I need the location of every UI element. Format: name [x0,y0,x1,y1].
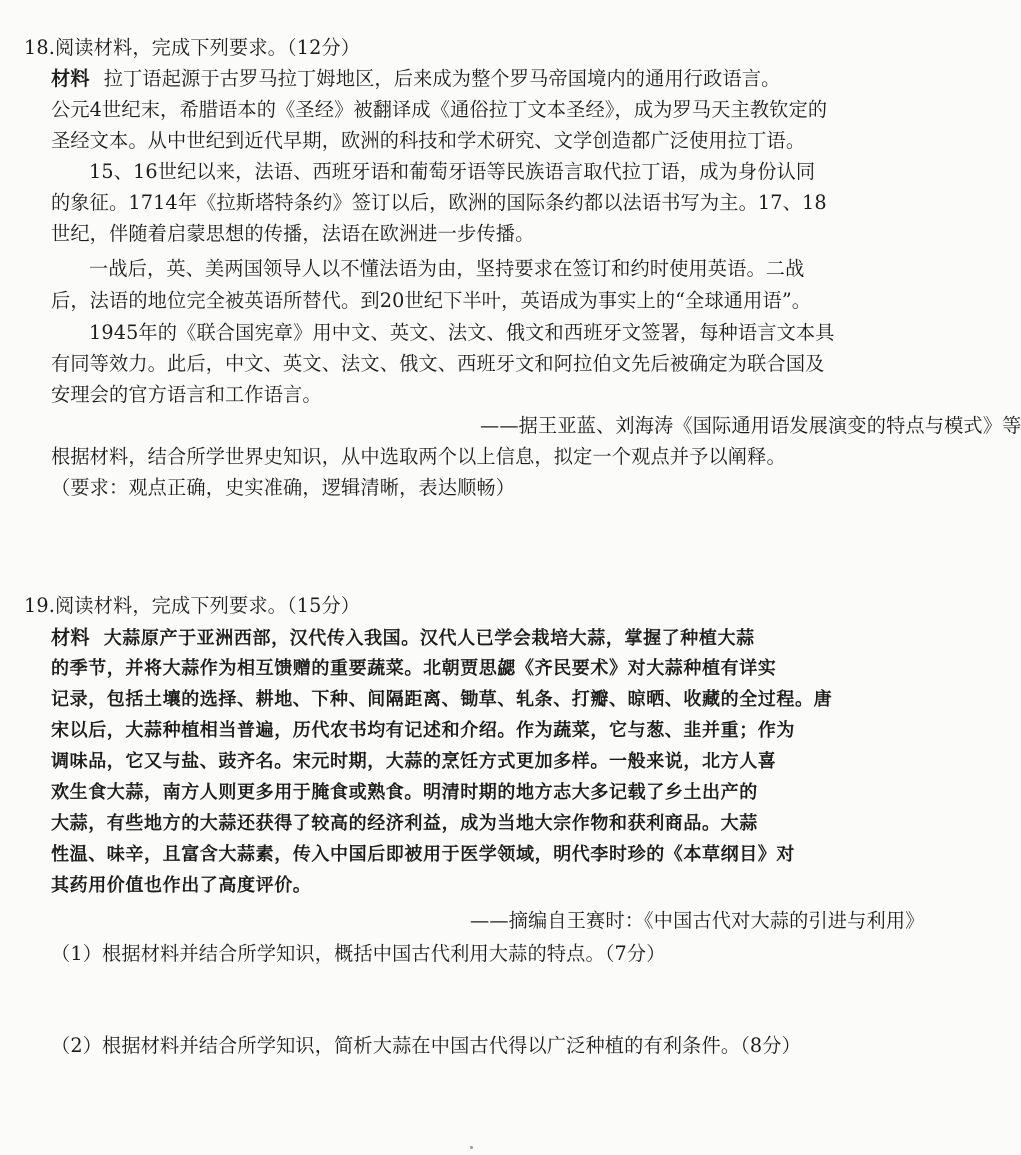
q19-line3: 记录，包括土壤的选择、耕地、下种、间隔距离、锄草、轧条、打瓣、晾晒、收藏的全过程。唐 [51,689,833,710]
q18-para3-line1: 一战后，英、美两国领导人以不懂法语为由，坚持要求在签订和约时使用英语。二战 [89,257,805,280]
q18-para1-line1: 材料 拉丁语起源于古罗马拉丁姆地区，后来成为整个罗马帝国境内的通用行政语言。 [51,67,781,90]
q18-para2-line2: 的象征。1714年《拉斯塔特条约》签订以后，欧洲的国际条约都以法语书写为主。17、18 [51,191,827,214]
q18-para4-line2: 有同等效力。此后，中文、英文、法文、俄文、西班牙文和阿拉伯文先后被确定为联合国及 [51,352,825,375]
q18-para4-line1: 1945年的《联合国宪章》用中文、英文、法文、俄文和西班牙文签署，每种语言文本具 [89,321,835,344]
q18-task-line1: 根据材料，结合所学世界史知识，从中选取两个以上信息，拟定一个观点并予以阐释。 [51,445,786,468]
q18-para2-line1: 15、16世纪以来，法语、西班牙语和葡萄牙语等民族语言取代拉丁语，成为身份认同 [89,160,816,183]
q18-para3-line2: 后，法语的地位完全被英语所替代。到20世纪下半叶，英语成为事实上的“全球通用语”。 [51,289,812,312]
q18-para1-line3: 圣经文本。从中世纪到近代早期，欧洲的科技和学术研究、文学创造都广泛使用拉丁语。 [51,129,806,152]
q19-subquestion-2: （2）根据材料并结合所学知识，简析大蒜在中国古代得以广泛种植的有利条件。（8分） [51,1034,801,1057]
q19-line2: 的季节，并将大蒜作为相互馈赠的重要蔬菜。北朝贾思勰《齐民要术》对大蒜种植有详实 [51,658,777,679]
q19-line7: 大蒜，有些地方的大蒜还获得了较高的经济利益，成为当地大宗作物和获利商品。大蒜 [51,813,758,834]
q19-source: ——摘编自王赛时：《中国古代对大蒜的引进与利用》 [470,909,925,932]
q18-para4-line3: 安理会的官方语言和工作语言。 [51,383,322,406]
q18-source: ——据王亚蓝、刘海涛《国际通用语发展演变的特点与模式》等 [480,414,1021,437]
q19-line9: 其药用价值也作出了高度评价。 [51,875,312,896]
q18-material-label: 材料 [51,67,90,90]
q18-para2-line3: 世纪，伴随着启蒙思想的传播，法语在欧洲进一步传播。 [51,222,535,245]
q19-line6: 欢生食大蒜，南方人则更多用于腌食或熟食。明清时期的地方志大多记载了乡土出产的 [51,782,758,803]
q19-line8: 性温、味辛，且富含大蒜素，传入中国后即被用于医学领域，明代李时珍的《本草纲目》对 [51,844,795,865]
q19-subquestion-1: （1）根据材料并结合所学知识，概括中国古代利用大蒜的特点。（7分） [51,942,666,965]
q18-header: 18.阅读材料，完成下列要求。（12分） [24,36,361,59]
q19-line5: 调味品，它又与盐、豉齐名。宋元时期，大蒜的烹饪方式更加多样。一般来说，北方人喜 [51,751,777,772]
q19-material-label: 材料 [51,626,90,649]
q18-para1-line2: 公元4世纪末，希腊语本的《圣经》被翻译成《通俗拉丁文本圣经》，成为罗马天主教钦定的 [51,98,828,121]
q18-task-line2: （要求：观点正确，史实准确，逻辑清晰，表达顺畅） [51,476,516,499]
q19-line4: 宋以后，大蒜种植相当普遍，历代农书均有记述和介绍。作为蔬菜，它与葱、韭并重；作为 [51,720,795,741]
page-speck [470,1146,473,1149]
q19-line1: 材料 大蒜原产于亚洲西部，汉代传入我国。汉代人已学会栽培大蒜，掌握了种植大蒜 [51,626,755,649]
q19-header: 19.阅读材料，完成下列要求。（15分） [24,594,361,617]
